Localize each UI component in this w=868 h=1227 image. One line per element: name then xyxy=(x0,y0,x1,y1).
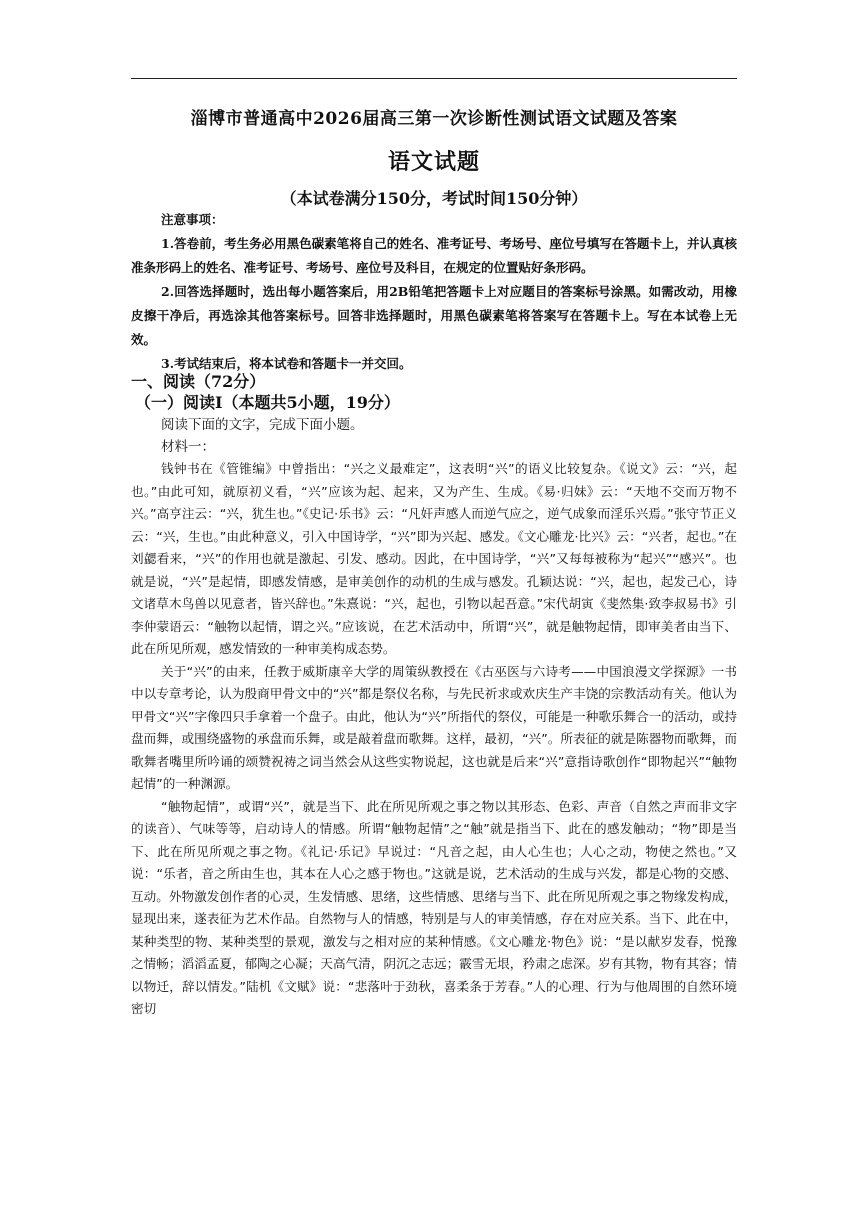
paragraph-1: 钱钟书在《管锥编》中曾指出：“兴之义最难定”，这表明“兴”的语义比较复杂。《说文》云：“兴，起也。”由此可知，就原初义看，“兴”应该为起、起来，又为产生、生成。《易·归妹》云：“天地不交而万物不兴。”高亨注云：“兴，犹生也。”《史记·乐书》云：“凡奸声感人而逆气应之，逆气成象而淫乐兴焉。”张守节正义云：“兴，生也。”由此种意义，引入中国诗学，“兴”即为兴起、感发。《文心雕龙·比兴》云：“兴者，起也。”在刘勰看来，“兴”的作用也就是激起、引发、感动。因此，在中国诗学，“兴”又每每被称为“起兴”“感兴”。也就是说，“兴”是起情，即感发情感，是审美创作的动机的生成与感发。孔颖达说：“兴，起也，起发己心，诗文诸草木鸟兽以见意者，皆兴辞也。”朱熹说：“兴，起也，引物以起吾意。”宋代胡寅《斐然集·致李叔易书》引李仲蒙语云：“触物以起情，谓之兴。”应该说，在艺术活动中，所谓“兴”，就是触物起情，即审美者由当下、此在所见所观，感发情致的一种审美构成态势。 xyxy=(131,461,737,656)
note-item-2: 2.回答选择题时，选出每小题答案后，用2B铅笔把答题卡上对应题目的答案标号涂黑。如需改动，用橡皮擦干净后，再选涂其他答案标号。回答非选择题时，用黑色碳素笔将答案写在答题卡上。写在本试卷上无效。 xyxy=(131,284,737,347)
notes-section xyxy=(131,208,737,376)
exam-info: （本试卷满分150分，考试时间150分钟） xyxy=(280,189,588,208)
section-heading: 一、阅读（72分） xyxy=(131,372,266,391)
paragraph-3: “触物起情”，或谓“兴”，就是当下、此在所见所观之事之物以其形态、色彩、声音（自然之声而非文字的读音）、气味等等，启动诗人的情感。所谓“触物起情”之“触”就是指当下、此在的感发触动；“物”即是当下、此在所见所观之事之物。《礼记·乐记》早说过：“凡音之起，由人心生也；人心之动，物使之然也。”又说：“乐者，音之所由生也，其本在人心之感于物也。”这就是说，艺术活动的生成与兴发，都是心物的交感、互动。外物激发创作者的心灵，生发情感、思绪，这些情感、思绪与当下、此在所见所观之事之物缘发构成，显现出来，遂表征为艺术作品。自然物与人的情感，特别是与人的审美情感，存在对应关系。当下、此在中，某种类型的物、某种类型的景观，激发与之相对应的某种情感。《文心雕龙·物色》说：“是以献岁发春，悦豫之情畅；滔滔孟夏，郁陶之心凝；天高气清，阴沉之志远；霰雪无垠，矜肃之虑深。岁有其物，物有其容；情以物迁，辞以情发。”陆机《文赋》说：“悲落叶于劲秋，喜柔条于芳春。”人的心理、行为与他周围的自然环境密切 xyxy=(131,798,737,1016)
document-title: 淄博市普通高中2026届高三第一次诊断性测试语文试题及答案 xyxy=(190,109,678,129)
material-label: 材料一： xyxy=(161,439,215,455)
reading-intro xyxy=(161,414,364,458)
subsection-heading: （一）阅读I（本题共5小题，19分） xyxy=(135,393,400,412)
note-item-3: 3.考试结束后，将本试卷和答题卡一并交回。 xyxy=(161,356,412,371)
note-item-1: 1.答卷前，考生务必用黑色碳素笔将自己的姓名、准考证号、考场号、座位号填写在答题卡上，并认真核准条形码上的姓名、准考证号、考场号、座位号及科目，在规定的位置贴好条形码。 xyxy=(131,236,737,275)
notes-heading: 注意事项： xyxy=(161,212,224,227)
material-body xyxy=(131,458,737,1021)
instruction-text: 阅读下面的文字，完成下面小题。 xyxy=(161,417,364,433)
paragraph-2: 关于“兴”的由来，任教于威斯康辛大学的周策纵教授在《古巫医与六诗考——中国浪漫文学探源》一书中以专章考论，认为殷商甲骨文中的“兴”都是祭仪名称，与先民祈求或欢庆生产丰饶的宗教活动有关。他认为甲骨文“兴”字像四只手拿着一个盘子。由此，他认为“兴”所指代的祭仪，可能是一种歌乐舞合一的活动，或持盘而舞，或围绕盛物的承盘而乐舞，或是敲着盘而歌舞。这样，最初，“兴”。所表征的就是陈器物而歌舞，而歌舞者嘴里所吟诵的颂赞祝祷之词当然会从这些实物说起，这也就是后来“兴”意指诗歌创作“即物起兴”“触物起情”的一种渊源。 xyxy=(131,663,737,791)
subject-title: 语文试题 xyxy=(387,149,480,175)
header-rule xyxy=(131,78,737,79)
